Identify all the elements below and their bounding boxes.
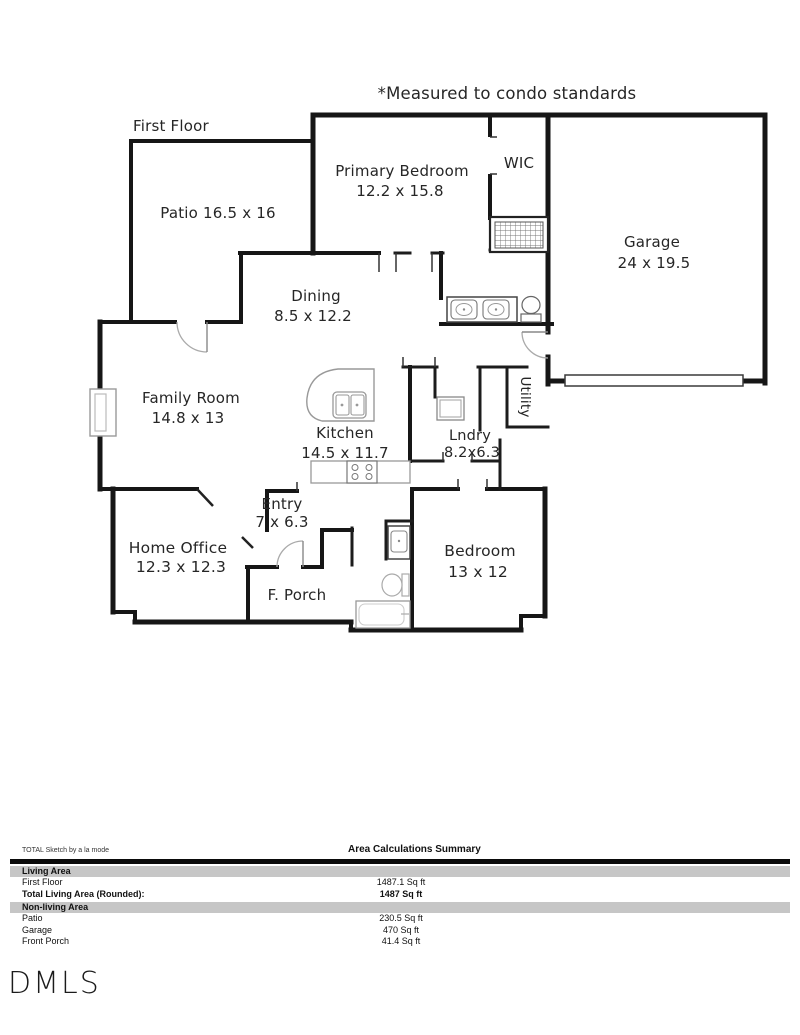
room-label-wic: WIC bbox=[503, 154, 535, 172]
table-row-garage bbox=[10, 925, 790, 937]
room-dims-dining: 8.5 x 12.2 bbox=[274, 307, 352, 325]
row-label: Patio bbox=[22, 913, 43, 923]
row-value: 230.5 Sq ft bbox=[379, 913, 423, 923]
fireplace bbox=[90, 389, 116, 436]
room-dims-entry: 7 x 6.3 bbox=[255, 513, 309, 531]
area-calculations-summary bbox=[10, 843, 790, 948]
table-row-first-floor bbox=[10, 877, 790, 889]
row-value: 470 Sq ft bbox=[382, 924, 420, 935]
primary-bath-vanity bbox=[447, 297, 517, 322]
washer bbox=[437, 397, 464, 420]
room-label-home-office: Home Office bbox=[128, 539, 228, 557]
room-label-entry: Entry bbox=[261, 495, 303, 513]
bathtub bbox=[356, 601, 410, 628]
section-header-non-living-area: Non-living Area bbox=[10, 902, 790, 913]
room-dims-garage: 24 x 19.5 bbox=[617, 254, 691, 272]
room-label-patio: Patio 16.5 x 16 bbox=[160, 204, 276, 222]
row-value: 1487 Sq ft bbox=[379, 888, 423, 899]
room-label-dining: Dining bbox=[291, 287, 341, 305]
vendor-note: TOTAL Sketch by a la mode bbox=[22, 847, 110, 854]
row-label: Total Living Area (Rounded): bbox=[22, 888, 145, 899]
table-row-total-living-area bbox=[10, 889, 790, 901]
room-label-front-porch: F. Porch bbox=[267, 586, 327, 604]
room-label-laundry: Lndry bbox=[448, 428, 492, 444]
room-dims-laundry: 8.2x6.3 bbox=[443, 445, 501, 461]
row-value: 1487.1 Sq ft bbox=[376, 877, 426, 887]
room-dims-bedroom: 13 x 12 bbox=[448, 563, 508, 581]
room-dims-primary-bedroom: 12.2 x 15.8 bbox=[356, 182, 444, 200]
row-value: 41.4 Sq ft bbox=[381, 936, 421, 946]
kitchen-island bbox=[307, 369, 374, 421]
room-label-primary-bedroom: Primary Bedroom bbox=[335, 162, 469, 180]
primary-bath-toilet bbox=[521, 297, 541, 323]
floor-label: First Floor bbox=[133, 117, 209, 135]
measured-note: *Measured to condo standards bbox=[377, 84, 637, 103]
row-label: Front Porch bbox=[22, 936, 70, 946]
room-label-garage: Garage bbox=[623, 233, 681, 251]
room-label-family-room: Family Room bbox=[142, 389, 240, 407]
hall-bath-toilet bbox=[382, 574, 409, 596]
summary-divider bbox=[10, 859, 790, 864]
mls-watermark: DMLS bbox=[8, 966, 101, 1001]
room-label-kitchen: Kitchen bbox=[316, 424, 374, 442]
garage-door bbox=[565, 375, 743, 386]
row-label: Garage bbox=[22, 924, 53, 935]
room-dims-home-office: 12.3 x 12.3 bbox=[135, 558, 227, 576]
table-row-patio bbox=[10, 913, 790, 925]
section-header-living-area: Living Area bbox=[10, 866, 790, 877]
summary-header bbox=[10, 843, 790, 857]
room-label-bedroom: Bedroom bbox=[444, 542, 516, 560]
summary-title: Area Calculations Summary bbox=[348, 844, 481, 855]
room-label-utility: Utility bbox=[517, 376, 533, 418]
row-label: First Floor bbox=[22, 877, 63, 887]
stove bbox=[347, 461, 377, 483]
table-row-front-porch bbox=[10, 936, 790, 948]
closet-shelving bbox=[490, 217, 548, 252]
room-dims-kitchen: 14.5 x 11.7 bbox=[301, 444, 389, 462]
room-dims-family-room: 14.8 x 13 bbox=[151, 409, 225, 427]
hall-bath-vanity bbox=[388, 526, 410, 559]
